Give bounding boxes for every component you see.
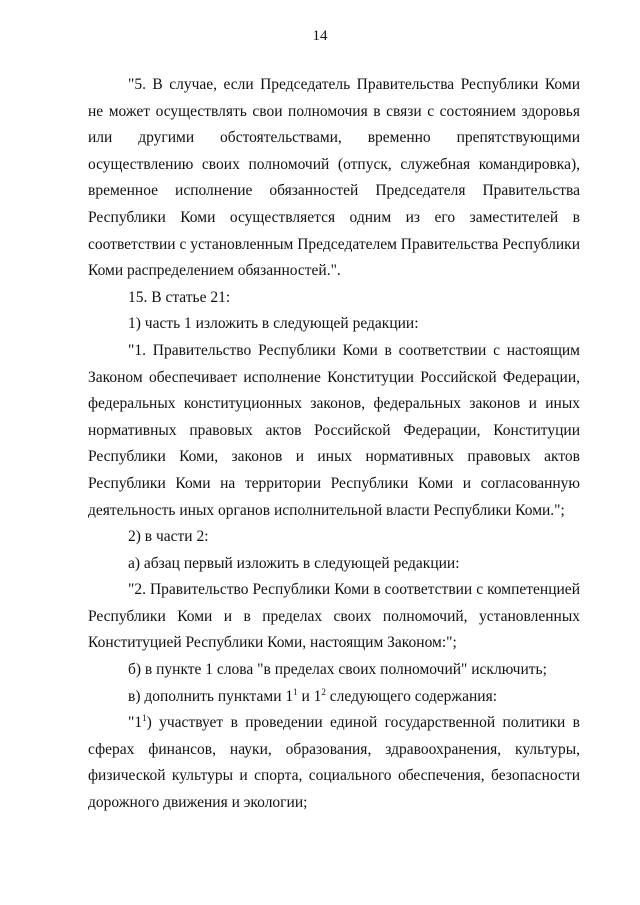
paragraph-subitem-b: б) в пункте 1 слова "в пределах своих полномочий" исключить; xyxy=(128,661,547,679)
text-segment: и 1 xyxy=(297,687,322,705)
paragraph-subitem-1: 1) часть 1 изложить в следующей редакции: xyxy=(128,315,419,333)
paragraph-subitem-v xyxy=(88,684,580,711)
superscript: 1 xyxy=(293,686,298,697)
document-body xyxy=(88,72,580,817)
text-segment: "1 xyxy=(128,714,143,732)
paragraph-article-5: "5. В случае, если Председатель Правительства Республики Коми не может осуществлять свои полномочия в связи с состоянием здоровья или другими обстоятельствами, временно препятствующими осуществлению своих полномочий (отпуск, служебная командировка), временное исполнение обязанностей Председателя Правительства Республики Коми осуществляется одним из его заместителей в соответствии с установленным Председателем Правительства Республики Коми распределением обязанностей.". xyxy=(88,76,580,280)
paragraph-part-1-text: "1. Правительство Республики Коми в соответствии с настоящим Законом обеспечивает исполнение Конституции Российской Федерации, федеральных конституционных законов, федеральных законов и иных нормативных правовых актов Российской Федерации, Конституции Республики Коми, законов и иных нормативных правовых актов Республики Коми на территории Республики Коми и согласованную деятельность иных органов исполнительной власти Республики Коми."; xyxy=(88,341,580,519)
text-segment: ) участвует в проведении единой государственной политики в сферах финансов, науки, образования, здравоохранения, культуры, физической культуры и спорта, социального обеспечения, безопасности дорожного движения и экологии; xyxy=(88,714,580,812)
page-number: 14 xyxy=(312,28,328,44)
text-segment: следующего содержания: xyxy=(325,687,498,705)
superscript: 2 xyxy=(321,686,326,697)
paragraph-subitem-a: а) абзац первый изложить в следующей редакции: xyxy=(128,554,460,572)
superscript: 1 xyxy=(142,713,147,724)
paragraph-item-15: 15. В статье 21: xyxy=(128,288,231,306)
paragraph-subitem-2: 2) в части 2: xyxy=(128,528,209,546)
paragraph-point-1-1 xyxy=(88,710,580,816)
text-segment: в) дополнить пунктами 1 xyxy=(128,687,294,705)
paragraph-part-2-text: "2. Правительство Республики Коми в соответствии с компетенцией Республики Коми и в пределах своих полномочий, установленных Конституцией Республики Коми, настоящим Законом:"; xyxy=(88,581,580,652)
